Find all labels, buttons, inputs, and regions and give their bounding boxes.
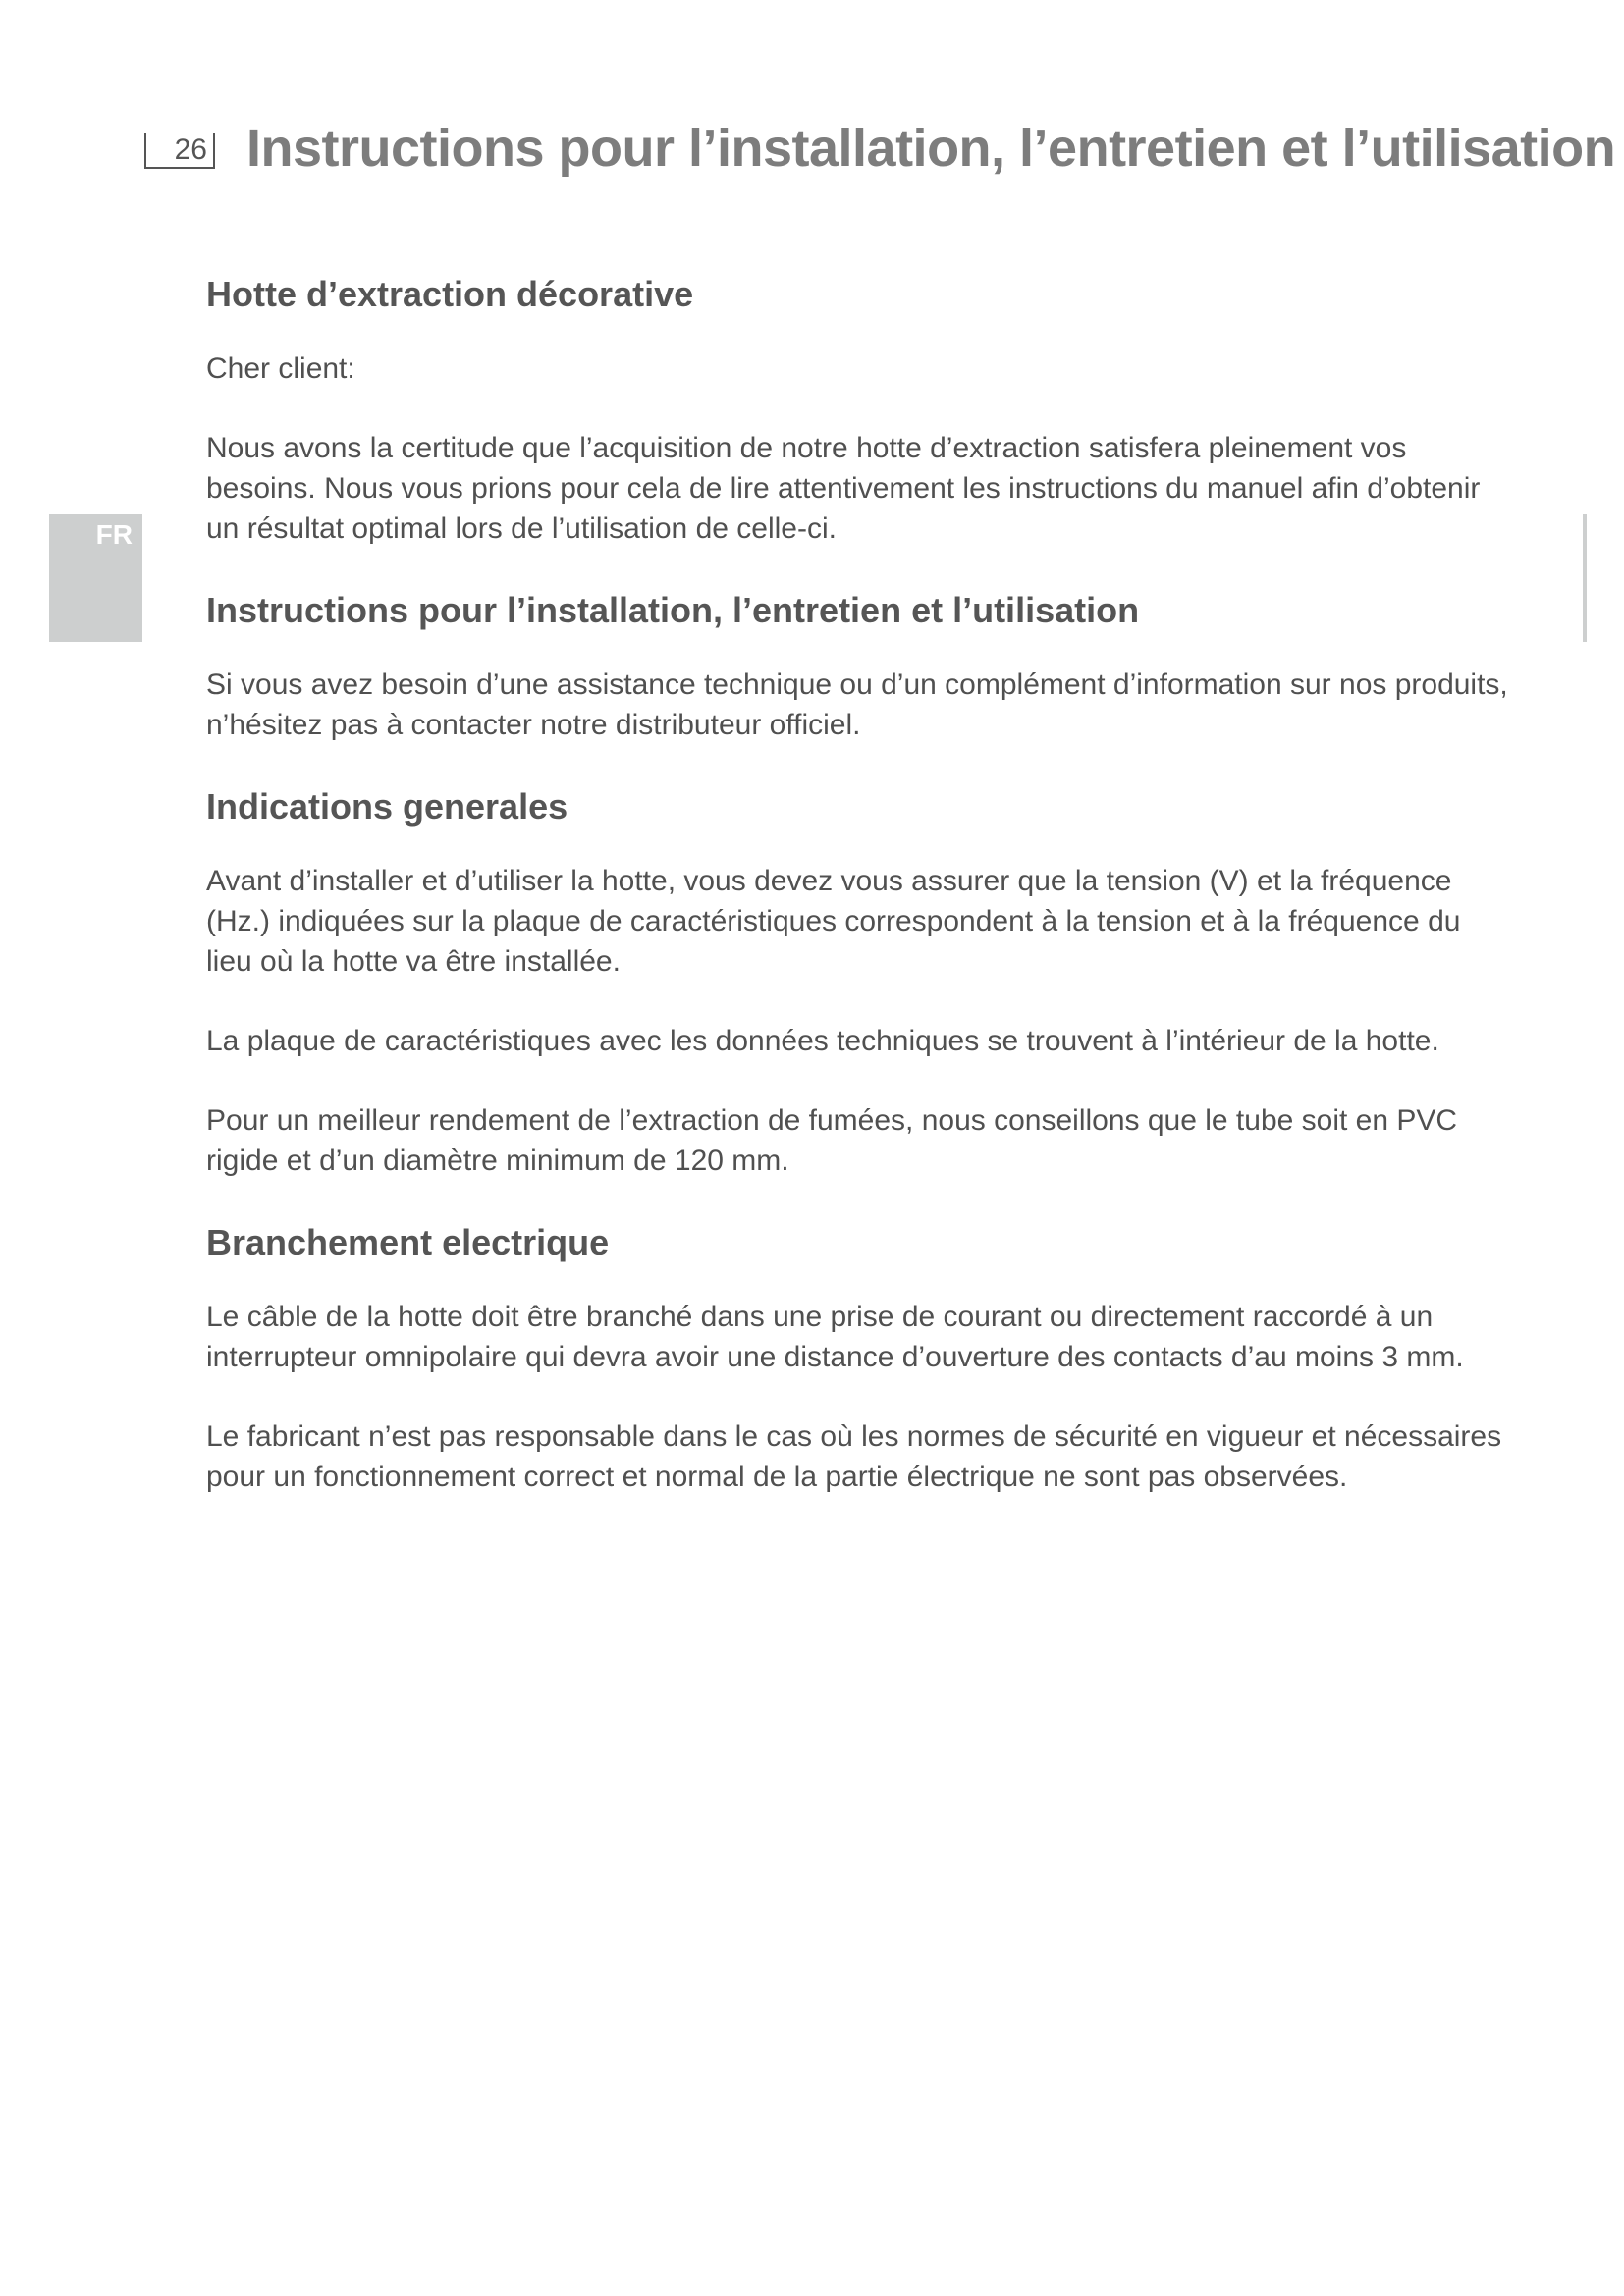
paragraph: Si vous avez besoin d’une assistance technique ou d’un complément d’information sur nos produits, n’hésitez pas à contacter notre distributeur officiel. — [206, 668, 1508, 741]
page-number-box — [144, 133, 215, 169]
section-branchement — [206, 1218, 1512, 1497]
paragraph: Avant d’installer et d’utiliser la hotte, vous devez vous assurer que la tension (V) et la fréquence (Hz.) indiquées sur la plaque de caractéristiques correspondent à la tension et à la fréquence du lieu où la hotte va être installée. — [206, 865, 1461, 978]
paragraph: Le câble de la hotte doit être branché dans une prise de courant ou directement raccordé à un interrupteur omnipolaire qui devra avoir une distance d’ouverture des contacts d’au moins 3 mm. — [206, 1301, 1464, 1373]
language-label: FR — [95, 519, 133, 550]
language-tab — [49, 514, 142, 642]
section-instructions — [206, 586, 1512, 745]
paragraph: Pour un meilleur rendement de l’extraction de fumées, nous conseillons que le tube soit en PVC rigide et d’un diamètre minimum de 120 mm. — [206, 1104, 1458, 1177]
section-hotte — [206, 270, 1512, 549]
section-indications — [206, 782, 1512, 1181]
paragraph: Nous avons la certitude que l’acquisition de notre hotte d’extraction satisfera pleinement vos besoins. Nous vous prions pour cela de lire attentivement les instructions du manuel afin d’obtenir un résultat optimal lors de l’utilisation de celle-ci. — [206, 432, 1481, 545]
section-heading: Instructions pour l’installation, l’entretien et l’utilisation — [206, 590, 1140, 630]
page-number: 26 — [174, 133, 207, 166]
paragraph: La plaque de caractéristiques avec les données techniques se trouvent à l’intérieur de la hotte. — [206, 1025, 1439, 1057]
page-title: Instructions pour l’installation, l’entretien et l’utilisation — [246, 119, 1616, 178]
margin-rule — [1583, 514, 1587, 642]
section-heading: Hotte d’extraction décorative — [206, 274, 694, 314]
section-heading: Indications generales — [206, 786, 568, 827]
paragraph: Cher client: — [206, 352, 355, 385]
document-body — [206, 270, 1512, 1497]
section-heading: Branchement electrique — [206, 1222, 610, 1262]
paragraph: Le fabricant n’est pas responsable dans le cas où les normes de sécurité en vigueur et nécessaires pour un fonctionnement correct et normal de la partie électrique ne sont pas observées. — [206, 1420, 1502, 1493]
